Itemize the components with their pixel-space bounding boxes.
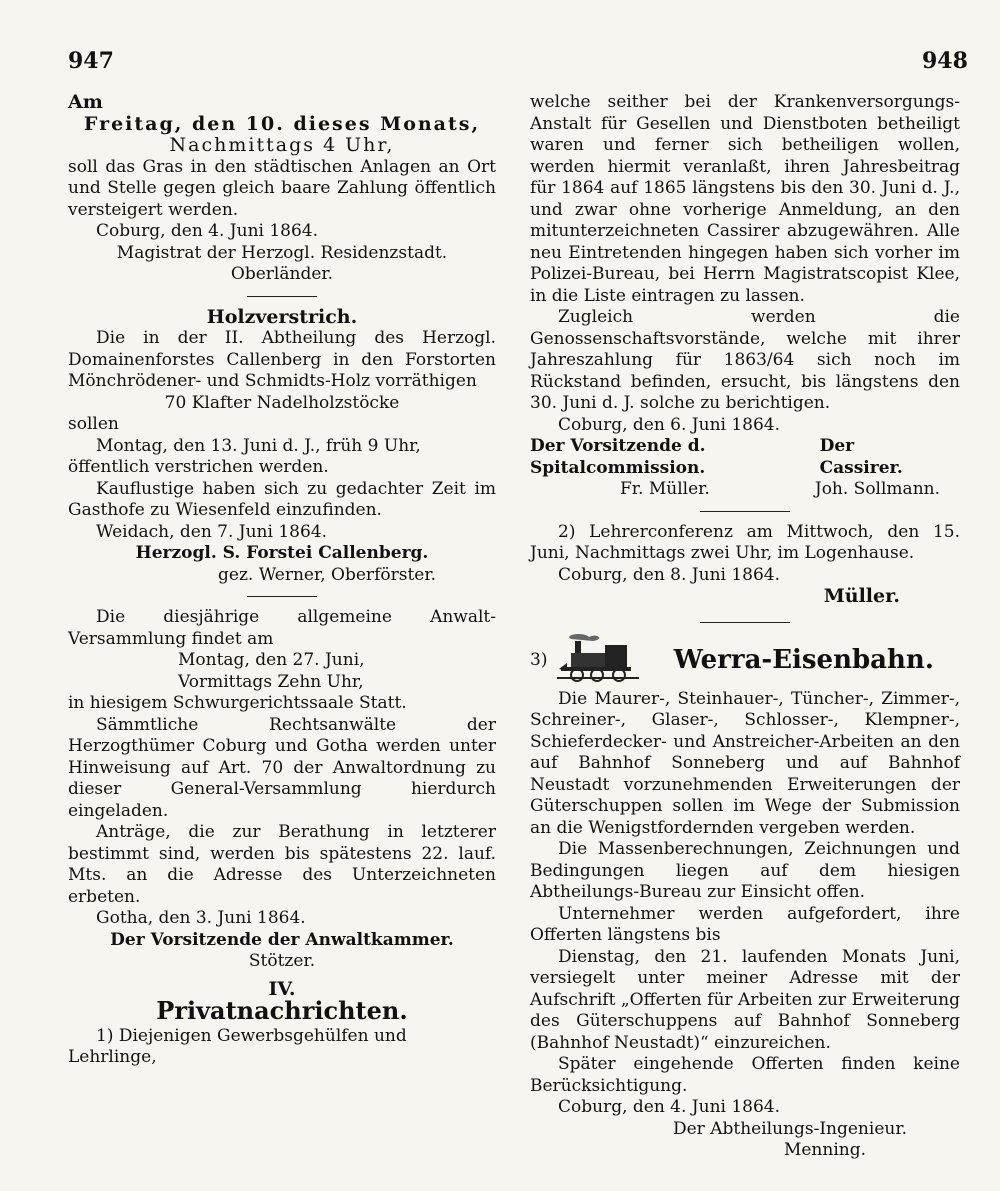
divider [247, 296, 317, 297]
notice-body: Unternehmer werden aufgefordert, ihre Offerten längstens bis [530, 903, 960, 945]
railway-heading-row [530, 633, 960, 689]
notice-body: Die Maurer-, Steinhauer-, Tüncher-, Zimmer-, Schreiner-, Glaser-, Schlosser-, Klempner-, Schieferdecker- und Anstreicher-Arbeiten an den auf Bahnhof Sonneberg und auf Bahnhof Neustadt vorzunehmenden Erweiterungen der Güterschuppen sollen im Wege der Submission an die Wenigstfordernden vergeben werden. [530, 688, 960, 838]
notice-heading: Holzverstrich. [206, 305, 358, 328]
notice-body: Die in der II. Abtheilung des Herzogl. Domainenforstes Callenberg in den Forstorten Mönchrödener- und Schmidts-Holz vorräthigen [68, 328, 496, 391]
notice-body: 2) Lehrerconferenz am Mittwoch, den 15. Juni, Nachmittags zwei Uhr, im Logenhause. [530, 521, 960, 563]
notice-line: Nachmittags 4 Uhr, [169, 134, 395, 156]
divider [247, 596, 317, 597]
notice-signature: Der Vorsitzende d. Spitalcommission. [530, 436, 706, 478]
notice-signature: gez. Werner, Oberförster. [218, 564, 436, 585]
notice-line: Am [68, 91, 103, 113]
notice-body: Zugleich werden die Genossenschaftsvorstände, welche mit ihrer Jahreszahlung für 1863/64 sich noch im Rückstand befinden, ersucht, bis längstens den 30. Juni d. J. solche zu berichtigen. [530, 307, 960, 413]
notice-body: Anträge, die zur Berathung in letzterer bestimmt sind, werden bis spätestens 22. lauf. Mts. an die Adresse des Unterzeichneten erbeten. [68, 822, 496, 907]
page-number-right: 948 [922, 48, 968, 74]
notice-signature: Joh. Sollmann. [814, 479, 940, 499]
notice-body: Kauflustige haben sich zu gedachter Zeit im Gasthofe zu Wiesenfeld einzufinden. [68, 478, 496, 520]
notice-body: Dienstag, den 21. laufenden Monats Juni, versiegelt unter meiner Adresse mit der Aufschrift „Offerten für Arbeiten zur Erweiterung des Güterschuppens auf Bahnhof Sonneberg (Bahnhof Neustadt)“ einzureichen. [530, 946, 960, 1053]
divider [700, 511, 790, 512]
notice-date: Coburg, den 6. Juni 1864. [558, 414, 781, 435]
left-column [68, 92, 496, 1069]
notice-line: Freitag, den 10. dieses Monats, [83, 112, 481, 135]
notice-signature: Der Abtheilungs-Ingenieur. [672, 1118, 907, 1139]
signature-row [530, 479, 960, 501]
notice-date: Weidach, den 7. Juni 1864. [96, 521, 328, 542]
notice-body: Die diesjährige allgemeine Anwalt-Versammlung findet am [68, 607, 496, 649]
signature-row [530, 436, 960, 479]
notice-line: Montag, den 27. Juni, [178, 650, 365, 670]
locomotive-icon [553, 633, 641, 689]
notice-body: Später eingehende Offerten finden keine Berücksichtigung. [530, 1054, 960, 1096]
notice-signature: Der Vorsitzende der Anwaltkammer. [110, 929, 454, 950]
notice-line: 1) Diejenigen Gewerbsgehülfen und Lehrlinge, [68, 1025, 407, 1067]
notice-signature: Menning. [783, 1140, 867, 1160]
notice-signature: Herzogl. S. Forstei Callenberg. [135, 543, 429, 563]
notice-line: öffentlich verstrichen werden. [68, 457, 329, 477]
divider [700, 622, 790, 623]
notice-body: Die Massenberechnungen, Zeichnungen und Bedingungen liegen auf dem hiesigen Abtheilungs-Bureau zur Einsicht offen. [530, 839, 960, 902]
notice-signature: Der Cassirer. [819, 436, 903, 478]
notice-date: Coburg, den 4. Juni 1864. [558, 1097, 781, 1117]
notice-line: Montag, den 13. Juni d. J., früh 9 Uhr, [96, 435, 421, 456]
notice-body: Sämmtliche Rechtsanwälte der Herzogthümer Coburg und Gotha werden unter Hinweisung auf Art. 70 der Anwaltordnung zu dieser General-Versammlung hierdurch eingeladen. [68, 714, 496, 821]
notice-item: 70 Klafter Nadelholzstöcke [164, 392, 400, 413]
notice-body: soll das Gras in den städtischen Anlagen an Ort und Stelle gegen gleich baare Zahlung öffentlich versteigert werden. [68, 156, 496, 220]
notice-signature: Fr. Müller. [620, 479, 710, 499]
notice-date: Gotha, den 3. Juni 1864. [96, 908, 306, 928]
notice-date: Coburg, den 4. Juni 1864. [96, 221, 319, 241]
section-title: Privatnachrichten. [156, 996, 408, 1025]
right-column [530, 92, 960, 1162]
notice-signature: Stötzer. [248, 951, 316, 971]
notice-line: in hiesigem Schwurgerichtssaale Statt. [68, 693, 407, 713]
notice-date: Coburg, den 8. Juni 1864. [558, 564, 781, 585]
page-number-left: 947 [68, 48, 114, 74]
notice-body: welche seither bei der Krankenversorgungs-Anstalt für Gesellen und Dienstboten betheiligt waren und ferner sich betheiligen wollen, werden hiermit veranlaßt, ihren Jahresbeitrag für 1864 auf 1865 längstens bis den 30. Juni d. J., und zwar ohne vorherige Anmeldung, an den mitunterzeichneten Cassirer abzugewähren. Alle neu Eintretenden hingegen haben sich vorher im Polizei-Bureau, bei Herrn Magistratscopist Klee, in die Liste eintragen zu lassen. [530, 92, 960, 306]
notice-signature: Müller. [823, 585, 900, 607]
notice-signature: Oberländer. [230, 264, 334, 284]
notice-signature: Magistrat der Herzogl. Residenzstadt. [116, 242, 448, 263]
notice-line: Vormittags Zehn Uhr, [178, 671, 364, 692]
notice-heading: Werra-Eisenbahn. [673, 644, 934, 675]
item-number: 3) [530, 649, 548, 670]
notice-line: sollen [68, 414, 119, 434]
section-number: IV. [268, 977, 296, 1000]
